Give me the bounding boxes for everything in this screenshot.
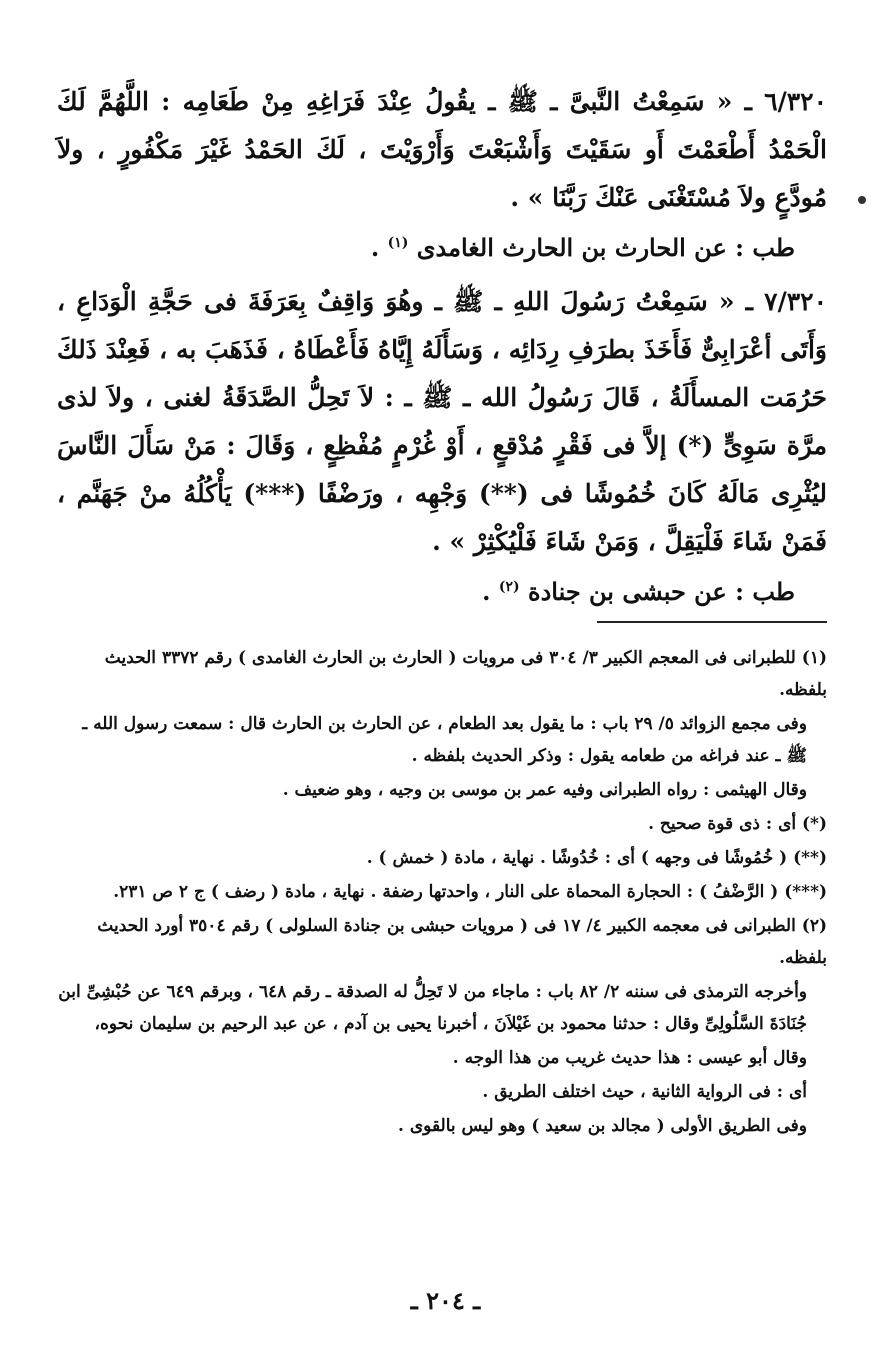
footnote: وأخرجه الترمذى فى سننه ٢/ ٨٢ باب : ماجاء من لا تَحِلُّ له الصدقة ـ رقم ٦٤٨ ، وبرقم ٦٤٩ عن حُبْشِىِّ ابن جُنَادَةَ السَّلُولِىِّ وقال : حدثنا محمود بن غَيْلاَنَ ، أخبرنا يحيى بن آدم ، عن عبد الرحيم بن سليمان نحوه،: [58, 982, 807, 1034]
footnotes: [57, 642, 827, 1144]
footnote: وفى مجمع الزوائد ٥/ ٢٩ باب : ما يقول بعد الطعام ، عن الحارث بن الحارث قال : سمعت رسول الله ـ ﷺ ـ عند فراغه من طعامه يقول : وذكر الحديث بلفظه .: [82, 714, 807, 766]
footnote: وقال أبو عيسى : هذا حديث غريب من هذا الوجه .: [452, 1048, 807, 1068]
footnote-divider: [597, 621, 827, 623]
footnote: (*) أى : ذى قوة صحيح .: [648, 814, 827, 834]
hadith-source: [57, 572, 795, 612]
hadith-source: [57, 228, 795, 268]
footnote: وفى الطريق الأولى ( مجالد بن سعيد ) وهو ليس بالقوى .: [398, 1116, 807, 1136]
source-end: .: [370, 233, 380, 262]
footnote: (***) ( الرَّضْفُ ) : الحجارة المحماة على النار ، واحدتها رضفة . نهاية ، مادة ( رضف ) ج ٢ ص ٢٣١.: [113, 882, 827, 902]
hadith-paragraph: ٦/٣٢٠ ـ « سَمِعْتُ النَّبىَّ ـ ﷺ ـ يقُولُ عِنْدَ فَرَاغِهِ مِنْ طَعَامِه : اللَّهُمَّ لَكَ الْحَمْدُ أَطْعَمْتَ أَو سَقَيْتَ وَأَشْبَعْتَ وَأَرْوَيْتَ ، لَكَ الحَمْدُ غَيْرَ مَكْفُورٍ ، ولاَ مُودَّعٍ ولاَ مُسْتَغْنَى عَنْكَ رَبَّنَا » .: [57, 87, 827, 212]
footnote-ref[interactable]: (١): [387, 235, 409, 251]
margin-dot: [858, 196, 866, 204]
footnote: أى : فى الرواية الثانية ، حيث اختلف الطريق .: [482, 1082, 807, 1102]
footnote: (**) ( خُمُوشًا فى وجهه ) أى : خُدُوشًا . نهاية ، مادة ( خمش ) .: [366, 848, 827, 868]
source-end: .: [482, 577, 491, 606]
main-text: [57, 78, 827, 622]
footnote-ref[interactable]: (٢): [498, 579, 520, 595]
source-text: طب : عن حبشى بن جنادة: [528, 577, 795, 606]
footnote: وقال الهيثمى : رواه الطبرانى وفيه عمر بن موسى بن وجيه ، وهو ضعيف .: [282, 780, 807, 800]
footnote: (١) للطبرانى فى المعجم الكبير ٣/ ٣٠٤ فى مرويات ( الحارث بن الحارث الغامدى ) رقم ٣٣٧٢ الحديث بلفظه.: [104, 648, 827, 700]
page-number: ـ ٢٠٤ ـ: [410, 1286, 481, 1315]
source-text: طب : عن الحارث بن الحارث الغامدى: [416, 233, 795, 262]
hadith-paragraph: ٧/٣٢٠ ـ « سَمِعْتُ رَسُولَ اللهِ ـ ﷺ ـ وهُوَ وَاقِفٌ بِعَرَفَةَ فى حَجَّةِ الْوَدَاعِ ، وَأَتَى أعْرَابِىٌّ فَأَخَذَ بطرَفِ رِدَائِه ، وَسَأَلَهُ إِيَّاهُ فَأَعْطَاهُ ، فَذَهَبَ به ، فَعِنْدَ ذَلكَ حَرُمَت المسأَلَةُ ، قَالَ رَسُولُ الله ـ ﷺ ـ : لاَ تَحِلُّ الصَّدَقَةُ لغنى ، ولاَ لذى مرَّة سَوِىٍّ (*) إلاَّ فى فَقْرٍ مُدْقعٍ ، أَوْ غُرْمٍ مُفْظِعٍ ، وَقَالَ : مَنْ سَأَلَ النَّاسَ ليُثْرِى مَالَهُ كَانَ خُمُوشًا فى (**) وَجْهِه ، ورَضْفًا (***) يَأْكُلُهُ منْ جَهَنَّم ، فَمَنْ شَاءَ فَلْيَقِلَّ ، وَمَنْ شَاءَ فَلْيُكْثِرْ » .: [57, 287, 828, 556]
footnote: (٢) الطبرانى فى معجمه الكبير ٤/ ١٧ فى ( مرويات حبشى بن جنادة السلولى ) رقم ٣٥٠٤ أورد الحديث بلفظه.: [97, 916, 827, 968]
